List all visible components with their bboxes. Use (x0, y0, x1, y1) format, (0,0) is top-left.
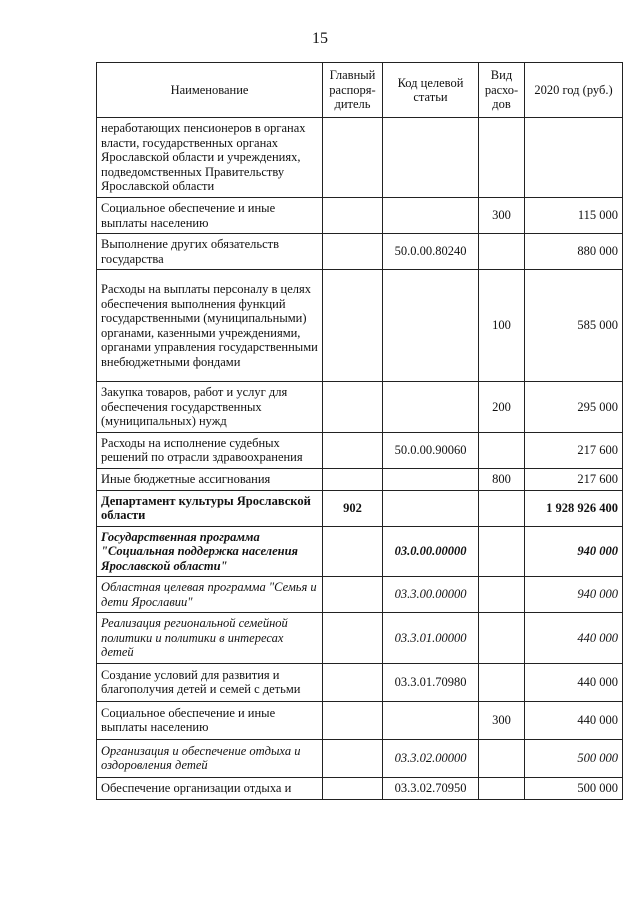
table-row (97, 432, 623, 468)
row-kind-cell (479, 234, 525, 270)
row-administrator-cell (323, 663, 383, 701)
row-administrator-cell (323, 468, 383, 490)
row-code-cell (383, 490, 479, 526)
row-amount-cell: 500 000 (525, 777, 623, 799)
row-code-cell: 03.0.00.00000 (383, 526, 479, 577)
table-row (97, 234, 623, 270)
row-kind-cell: 300 (479, 701, 525, 739)
row-name-cell: Областная целевая программа "Семья и дети Ярославии" (97, 577, 323, 613)
row-administrator-cell (323, 270, 383, 382)
header-amount: 2020 год (руб.) (525, 63, 623, 118)
row-name-cell: Организация и обеспечение отдыха и оздоровления детей (97, 739, 323, 777)
row-code-cell: 03.3.00.00000 (383, 577, 479, 613)
row-administrator-cell: 902 (323, 490, 383, 526)
row-kind-cell (479, 432, 525, 468)
table-row (97, 118, 623, 198)
row-administrator-cell (323, 118, 383, 198)
table-row (97, 613, 623, 664)
row-kind-cell (479, 613, 525, 664)
row-code-cell (383, 382, 479, 433)
row-name-cell: Расходы на исполнение судебных решений по отрасли здравоохранения (97, 432, 323, 468)
table-body (97, 118, 623, 800)
row-administrator-cell (323, 777, 383, 799)
row-kind-cell: 100 (479, 270, 525, 382)
row-code-cell (383, 118, 479, 198)
table-header-row (97, 63, 623, 118)
row-name-cell: Создание условий для развития и благополучия детей и семей с детьми (97, 663, 323, 701)
row-amount-cell: 940 000 (525, 526, 623, 577)
row-name-cell: Департамент культуры Ярославской области (97, 490, 323, 526)
row-amount-cell: 440 000 (525, 701, 623, 739)
row-code-cell (383, 198, 479, 234)
row-name-cell: неработающих пенсионеров в органах власти, государственных органах Ярославской области и учреждениях, подведомственных Правительству Ярославской области (97, 118, 323, 198)
row-code-cell (383, 270, 479, 382)
table-row (97, 382, 623, 433)
row-kind-cell: 300 (479, 198, 525, 234)
header-code: Код целевой статьи (383, 63, 479, 118)
row-amount-cell: 295 000 (525, 382, 623, 433)
table-row (97, 777, 623, 799)
row-amount-cell: 115 000 (525, 198, 623, 234)
row-name-cell: Закупка товаров, работ и услуг для обеспечения государственных (муниципальных) нужд (97, 382, 323, 433)
table-row (97, 198, 623, 234)
row-kind-cell (479, 663, 525, 701)
row-code-cell: 03.3.01.70980 (383, 663, 479, 701)
row-amount-cell (525, 118, 623, 198)
row-kind-cell: 200 (479, 382, 525, 433)
row-amount-cell: 880 000 (525, 234, 623, 270)
row-kind-cell (479, 577, 525, 613)
row-name-cell: Реализация региональной семейной политики и политики в интересах детей (97, 613, 323, 664)
row-amount-cell: 585 000 (525, 270, 623, 382)
row-administrator-cell (323, 526, 383, 577)
table-row (97, 701, 623, 739)
row-administrator-cell (323, 701, 383, 739)
row-kind-cell (479, 490, 525, 526)
row-amount-cell: 1 928 926 400 (525, 490, 623, 526)
header-administrator: Главный распоря-дитель (323, 63, 383, 118)
row-administrator-cell (323, 198, 383, 234)
row-name-cell: Обеспечение организации отдыха и (97, 777, 323, 799)
row-amount-cell: 940 000 (525, 577, 623, 613)
row-code-cell: 03.3.02.00000 (383, 739, 479, 777)
row-name-cell: Социальное обеспечение и иные выплаты населению (97, 198, 323, 234)
row-amount-cell: 217 600 (525, 432, 623, 468)
table-row (97, 663, 623, 701)
row-name-cell: Выполнение других обязательств государства (97, 234, 323, 270)
table-row (97, 270, 623, 382)
row-amount-cell: 440 000 (525, 663, 623, 701)
row-administrator-cell (323, 234, 383, 270)
row-name-cell: Расходы на выплаты персоналу в целях обеспечения выполнения функций государственными (муниципальными) органами, казенными учреждениями, органами управления государственными внебюджетными фондами (97, 270, 323, 382)
row-code-cell: 03.3.01.00000 (383, 613, 479, 664)
row-kind-cell (479, 118, 525, 198)
row-administrator-cell (323, 382, 383, 433)
row-amount-cell: 440 000 (525, 613, 623, 664)
row-amount-cell: 217 600 (525, 468, 623, 490)
header-name: Наименование (97, 63, 323, 118)
table-row (97, 577, 623, 613)
row-code-cell: 50.0.00.80240 (383, 234, 479, 270)
table-row (97, 739, 623, 777)
table-row (97, 490, 623, 526)
row-administrator-cell (323, 613, 383, 664)
row-code-cell (383, 701, 479, 739)
row-name-cell: Государственная программа "Социальная поддержка населения Ярославской области" (97, 526, 323, 577)
row-code-cell: 50.0.00.90060 (383, 432, 479, 468)
row-kind-cell: 800 (479, 468, 525, 490)
row-code-cell (383, 468, 479, 490)
budget-table (96, 62, 623, 800)
row-kind-cell (479, 526, 525, 577)
row-administrator-cell (323, 739, 383, 777)
row-administrator-cell (323, 577, 383, 613)
row-kind-cell (479, 739, 525, 777)
row-kind-cell (479, 777, 525, 799)
table-row (97, 468, 623, 490)
table-row (97, 526, 623, 577)
row-name-cell: Иные бюджетные ассигнования (97, 468, 323, 490)
row-name-cell: Социальное обеспечение и иные выплаты населению (97, 701, 323, 739)
page-number: 15 (312, 30, 328, 47)
row-amount-cell: 500 000 (525, 739, 623, 777)
row-administrator-cell (323, 432, 383, 468)
row-code-cell: 03.3.02.70950 (383, 777, 479, 799)
header-kind: Вид расхо-дов (479, 63, 525, 118)
